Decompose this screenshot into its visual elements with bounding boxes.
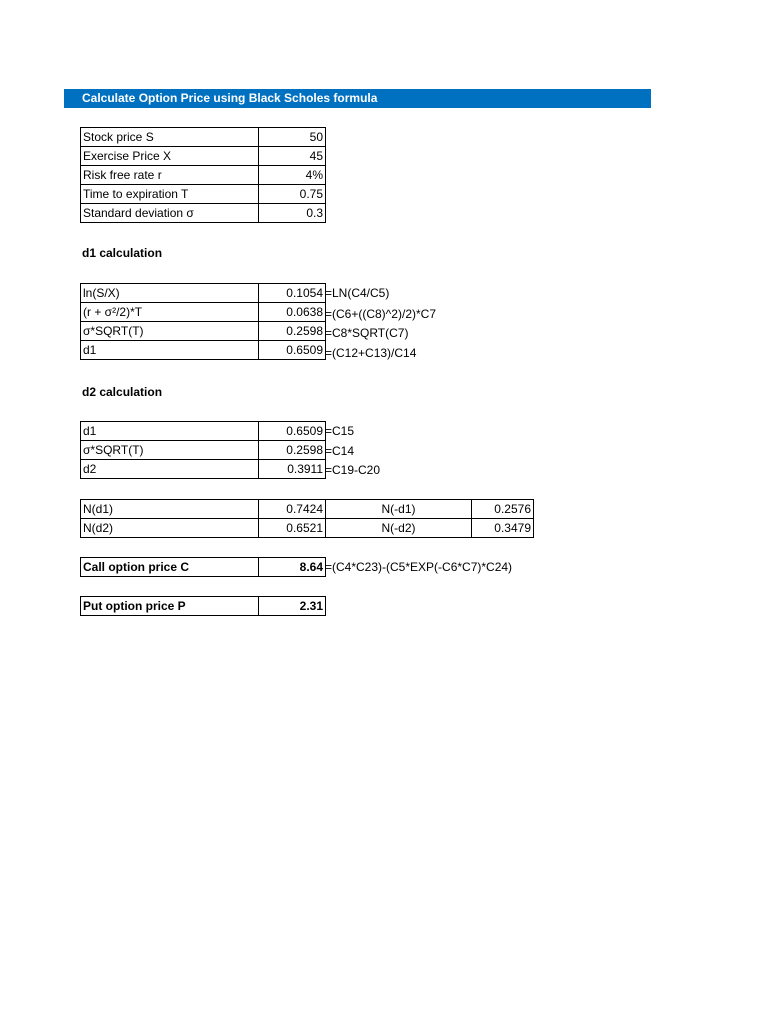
d1-row-label[interactable]: (r + σ²/2)*T [81,303,259,322]
table-row [81,128,326,147]
table-row [81,441,326,460]
d2-row-value[interactable]: 0.2598 [259,441,326,460]
table-row [81,422,326,441]
input-value-risk-free-rate[interactable]: 4% [259,166,326,185]
nd-neg-value[interactable]: 0.3479 [472,519,534,538]
nd-neg-label[interactable]: N(-d2) [326,519,472,538]
d1-row-value[interactable]: 0.0638 [259,303,326,322]
d1-row-label[interactable]: ln(S/X) [81,284,259,303]
put-option-value[interactable]: 2.31 [259,597,326,616]
formula-text[interactable]: =LN(C4/C5) [325,286,390,300]
nd-label[interactable]: N(d1) [81,500,259,519]
input-label-exercise-price[interactable]: Exercise Price X [81,147,259,166]
input-value-stock-price[interactable]: 50 [259,128,326,147]
d1-row-value[interactable]: 0.6509 [259,341,326,360]
formula-text[interactable]: =C15 [325,424,355,438]
inputs-table [80,127,326,223]
sheet-title-banner: Calculate Option Price using Black Scholes formula [64,89,651,108]
d1-row-value[interactable]: 0.2598 [259,322,326,341]
table-row [81,500,534,519]
d1-section-title: d1 calculation [82,246,163,260]
call-option-label[interactable]: Call option price C [81,558,259,577]
table-row [81,185,326,204]
d1-row-label[interactable]: d1 [81,341,259,360]
d2-row-label[interactable]: σ*SQRT(T) [81,441,259,460]
d2-row-value[interactable]: 0.3911 [259,460,326,479]
nd-value[interactable]: 0.6521 [259,519,326,538]
d2-section-title: d2 calculation [82,385,163,399]
formula-text[interactable]: =C19-C20 [325,463,381,477]
d1-table [80,283,326,360]
table-row [81,322,326,341]
input-label-stock-price[interactable]: Stock price S [81,128,259,147]
nd-label[interactable]: N(d2) [81,519,259,538]
table-row [81,558,326,577]
d2-row-label[interactable]: d1 [81,422,259,441]
table-row [81,341,326,360]
d1-row-label[interactable]: σ*SQRT(T) [81,322,259,341]
input-label-risk-free-rate[interactable]: Risk free rate r [81,166,259,185]
call-option-value[interactable]: 8.64 [259,558,326,577]
d2-row-label[interactable]: d2 [81,460,259,479]
call-option-table [80,557,326,577]
input-value-time-to-expiration[interactable]: 0.75 [259,185,326,204]
table-row [81,303,326,322]
table-row [81,597,326,616]
input-label-time-to-expiration[interactable]: Time to expiration T [81,185,259,204]
nd-neg-value[interactable]: 0.2576 [472,500,534,519]
d2-row-value[interactable]: 0.6509 [259,422,326,441]
formula-text[interactable]: =(C6+((C8)^2)/2)*C7 [325,307,436,321]
table-row [81,460,326,479]
table-row [81,204,326,223]
d2-table [80,421,326,479]
table-row [81,166,326,185]
d1-row-value[interactable]: 0.1054 [259,284,326,303]
put-option-label[interactable]: Put option price P [81,597,259,616]
formula-text[interactable]: =C14 [325,444,355,458]
input-value-standard-deviation[interactable]: 0.3 [259,204,326,223]
normal-distribution-table [80,499,534,538]
put-option-table [80,596,326,616]
nd-value[interactable]: 0.7424 [259,500,326,519]
table-row [81,284,326,303]
nd-neg-label[interactable]: N(-d1) [326,500,472,519]
formula-text[interactable]: =C8*SQRT(C7) [325,326,409,340]
input-value-exercise-price[interactable]: 45 [259,147,326,166]
call-option-formula[interactable]: =(C4*C23)-(C5*EXP(-C6*C7)*C24) [325,560,513,574]
table-row [81,147,326,166]
table-row [81,519,534,538]
formula-text[interactable]: =(C12+C13)/C14 [325,346,417,360]
input-label-standard-deviation[interactable]: Standard deviation σ [81,204,259,223]
